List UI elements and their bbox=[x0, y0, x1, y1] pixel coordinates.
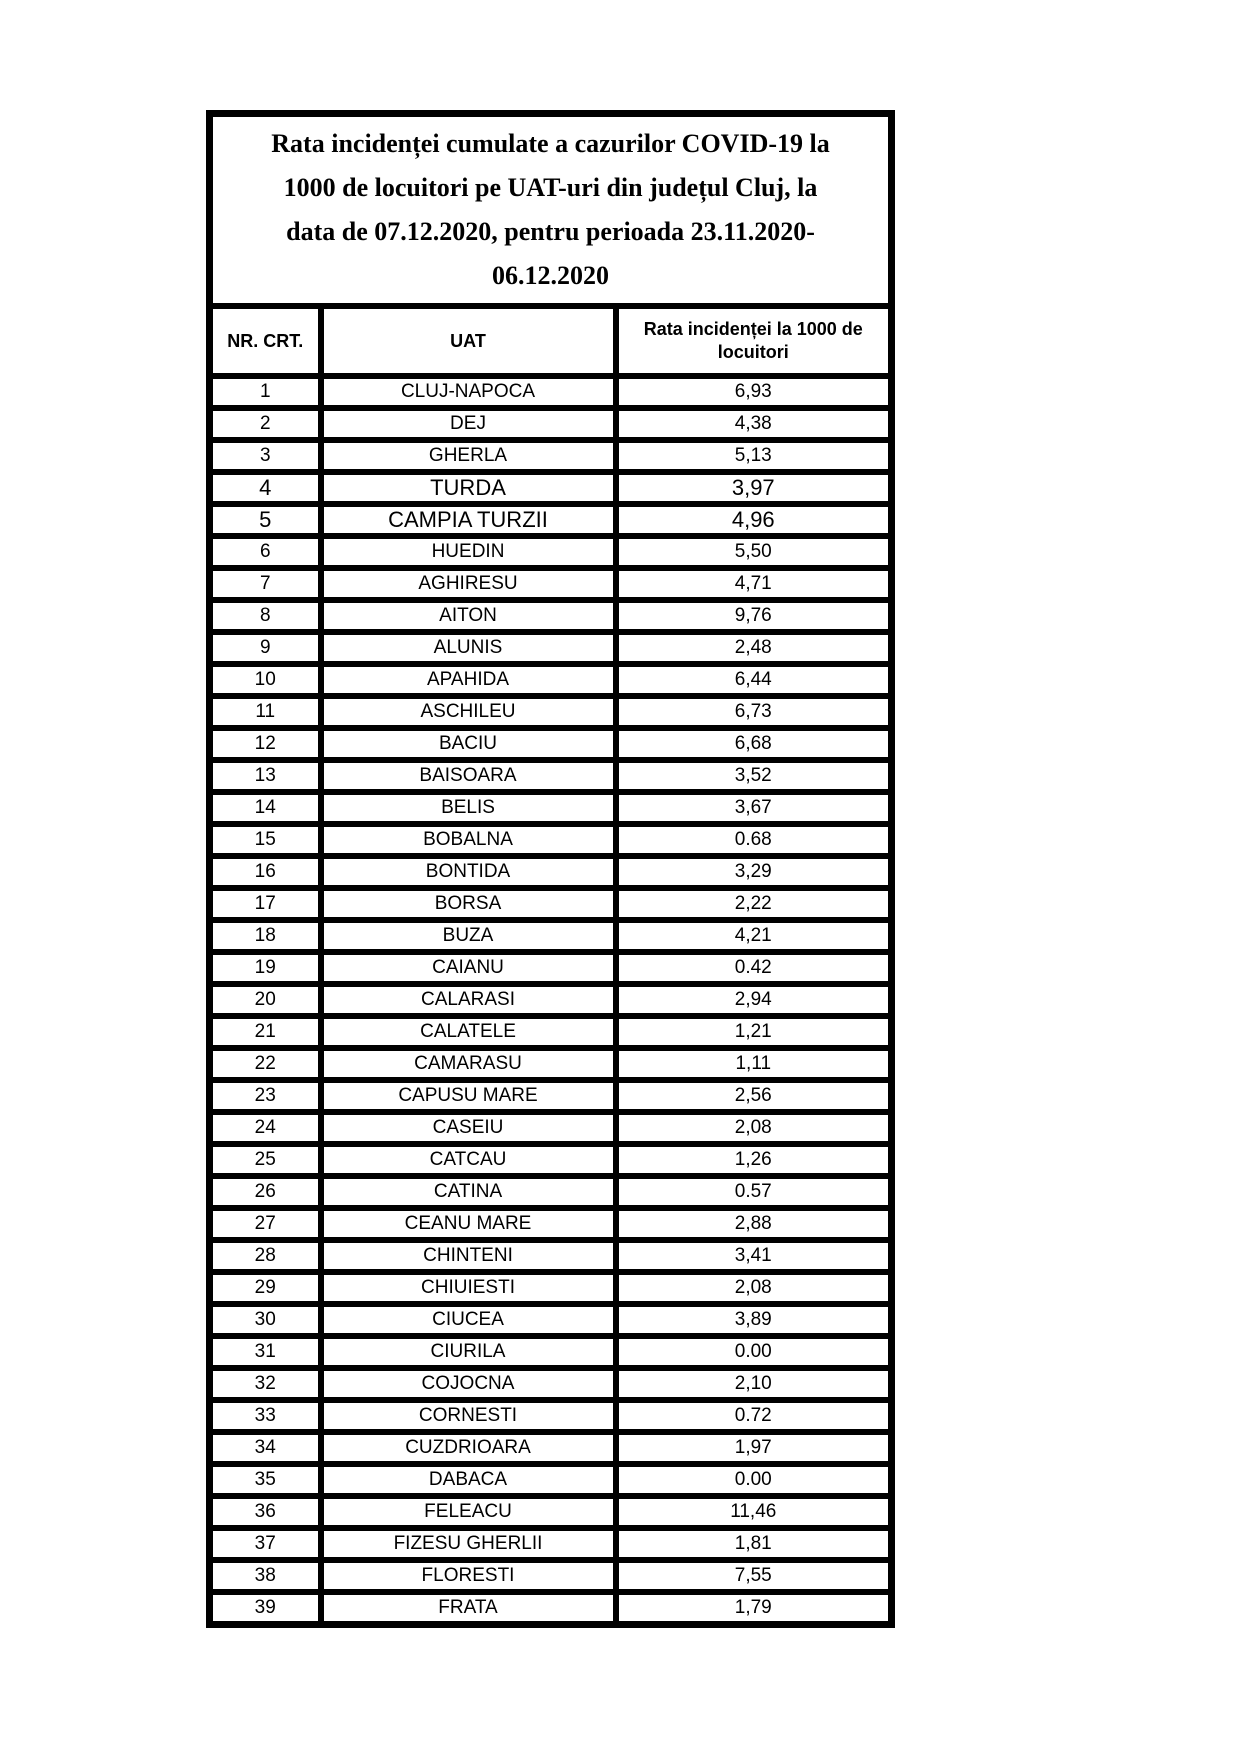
cell-nr-crt: 38 bbox=[210, 1560, 321, 1592]
cell-nr-crt: 16 bbox=[210, 856, 321, 888]
cell-uat: DABACA bbox=[321, 1464, 616, 1496]
cell-rata: 3,41 bbox=[616, 1240, 892, 1272]
cell-rata: 0.42 bbox=[616, 952, 892, 984]
cell-uat: CLUJ-NAPOCA bbox=[321, 376, 616, 408]
table-row bbox=[210, 1560, 892, 1592]
cell-nr-crt: 35 bbox=[210, 1464, 321, 1496]
table-row bbox=[210, 792, 892, 824]
cell-rata: 3,52 bbox=[616, 760, 892, 792]
cell-rata: 7,55 bbox=[616, 1560, 892, 1592]
cell-uat: COJOCNA bbox=[321, 1368, 616, 1400]
cell-nr-crt: 10 bbox=[210, 664, 321, 696]
cell-nr-crt: 32 bbox=[210, 1368, 321, 1400]
cell-uat: CALARASI bbox=[321, 984, 616, 1016]
cell-nr-crt: 39 bbox=[210, 1592, 321, 1625]
table-row bbox=[210, 1016, 892, 1048]
cell-uat: FRATA bbox=[321, 1592, 616, 1625]
table-row bbox=[210, 888, 892, 920]
cell-rata: 5,13 bbox=[616, 440, 892, 472]
cell-nr-crt: 5 bbox=[210, 504, 321, 536]
cell-rata: 0.72 bbox=[616, 1400, 892, 1432]
cell-uat: BORSA bbox=[321, 888, 616, 920]
cell-nr-crt: 17 bbox=[210, 888, 321, 920]
cell-nr-crt: 29 bbox=[210, 1272, 321, 1304]
table-row bbox=[210, 1432, 892, 1464]
cell-nr-crt: 22 bbox=[210, 1048, 321, 1080]
cell-uat: CHIUIESTI bbox=[321, 1272, 616, 1304]
cell-uat: CIUCEA bbox=[321, 1304, 616, 1336]
cell-nr-crt: 20 bbox=[210, 984, 321, 1016]
cell-rata: 0.00 bbox=[616, 1464, 892, 1496]
table-row bbox=[210, 1592, 892, 1625]
column-header-rata-label: Rata incidenței la 1000 de locuitori bbox=[643, 319, 863, 362]
cell-rata: 3,29 bbox=[616, 856, 892, 888]
cell-nr-crt: 13 bbox=[210, 760, 321, 792]
table-row bbox=[210, 408, 892, 440]
table-row bbox=[210, 472, 892, 504]
cell-nr-crt: 34 bbox=[210, 1432, 321, 1464]
table-row bbox=[210, 696, 892, 728]
cell-uat: GHERLA bbox=[321, 440, 616, 472]
cell-rata: 3,67 bbox=[616, 792, 892, 824]
table-row bbox=[210, 1304, 892, 1336]
cell-uat: TURDA bbox=[321, 472, 616, 504]
table-row bbox=[210, 856, 892, 888]
table-row bbox=[210, 1496, 892, 1528]
cell-nr-crt: 21 bbox=[210, 1016, 321, 1048]
cell-rata: 4,96 bbox=[616, 504, 892, 536]
cell-rata: 3,97 bbox=[616, 472, 892, 504]
cell-rata: 2,56 bbox=[616, 1080, 892, 1112]
cell-rata: 4,21 bbox=[616, 920, 892, 952]
cell-nr-crt: 28 bbox=[210, 1240, 321, 1272]
cell-rata: 11,46 bbox=[616, 1496, 892, 1528]
cell-uat: CAMARASU bbox=[321, 1048, 616, 1080]
column-header-uat: UAT bbox=[321, 306, 616, 376]
table-row bbox=[210, 504, 892, 536]
cell-rata: 2,88 bbox=[616, 1208, 892, 1240]
incidence-table-body bbox=[210, 114, 892, 1625]
table-row bbox=[210, 568, 892, 600]
cell-rata: 1,11 bbox=[616, 1048, 892, 1080]
table-row bbox=[210, 1464, 892, 1496]
table-row bbox=[210, 1176, 892, 1208]
cell-nr-crt: 19 bbox=[210, 952, 321, 984]
cell-rata: 9,76 bbox=[616, 600, 892, 632]
cell-rata: 1,79 bbox=[616, 1592, 892, 1625]
title-row bbox=[210, 114, 892, 307]
cell-nr-crt: 11 bbox=[210, 696, 321, 728]
title-line-3: data de 07.12.2020, pentru perioada 23.11.2020- bbox=[286, 217, 815, 246]
cell-uat: CATINA bbox=[321, 1176, 616, 1208]
table-row bbox=[210, 1144, 892, 1176]
cell-nr-crt: 25 bbox=[210, 1144, 321, 1176]
cell-uat: BONTIDA bbox=[321, 856, 616, 888]
cell-rata: 6,93 bbox=[616, 376, 892, 408]
cell-uat: CIURILA bbox=[321, 1336, 616, 1368]
table-row bbox=[210, 1336, 892, 1368]
table-row bbox=[210, 1208, 892, 1240]
cell-rata: 1,21 bbox=[616, 1016, 892, 1048]
cell-uat: BAISOARA bbox=[321, 760, 616, 792]
document-title bbox=[210, 114, 892, 307]
cell-nr-crt: 8 bbox=[210, 600, 321, 632]
cell-rata: 3,89 bbox=[616, 1304, 892, 1336]
table-row bbox=[210, 1112, 892, 1144]
table-row bbox=[210, 952, 892, 984]
cell-rata: 2,94 bbox=[616, 984, 892, 1016]
cell-nr-crt: 27 bbox=[210, 1208, 321, 1240]
incidence-table bbox=[206, 110, 895, 1628]
cell-uat: CATCAU bbox=[321, 1144, 616, 1176]
cell-rata: 2,08 bbox=[616, 1272, 892, 1304]
table-row bbox=[210, 1240, 892, 1272]
cell-rata: 1,81 bbox=[616, 1528, 892, 1560]
cell-uat: BACIU bbox=[321, 728, 616, 760]
cell-nr-crt: 37 bbox=[210, 1528, 321, 1560]
table-row bbox=[210, 1528, 892, 1560]
cell-uat: APAHIDA bbox=[321, 664, 616, 696]
table-row bbox=[210, 728, 892, 760]
cell-rata: 1,97 bbox=[616, 1432, 892, 1464]
cell-nr-crt: 9 bbox=[210, 632, 321, 664]
table-row bbox=[210, 632, 892, 664]
cell-nr-crt: 12 bbox=[210, 728, 321, 760]
cell-rata: 4,71 bbox=[616, 568, 892, 600]
cell-uat: FELEACU bbox=[321, 1496, 616, 1528]
cell-uat: CAPUSU MARE bbox=[321, 1080, 616, 1112]
cell-uat: ASCHILEU bbox=[321, 696, 616, 728]
table-row bbox=[210, 984, 892, 1016]
cell-nr-crt: 23 bbox=[210, 1080, 321, 1112]
table-row bbox=[210, 1048, 892, 1080]
column-header-rata bbox=[616, 306, 892, 376]
cell-nr-crt: 4 bbox=[210, 472, 321, 504]
cell-nr-crt: 3 bbox=[210, 440, 321, 472]
cell-nr-crt: 14 bbox=[210, 792, 321, 824]
cell-rata: 4,38 bbox=[616, 408, 892, 440]
cell-uat: CUZDRIOARA bbox=[321, 1432, 616, 1464]
cell-nr-crt: 33 bbox=[210, 1400, 321, 1432]
cell-uat: FIZESU GHERLII bbox=[321, 1528, 616, 1560]
cell-uat: CALATELE bbox=[321, 1016, 616, 1048]
document-page bbox=[206, 110, 888, 1628]
table-row bbox=[210, 1368, 892, 1400]
table-row bbox=[210, 664, 892, 696]
cell-nr-crt: 2 bbox=[210, 408, 321, 440]
table-header-row bbox=[210, 306, 892, 376]
cell-uat: DEJ bbox=[321, 408, 616, 440]
cell-nr-crt: 1 bbox=[210, 376, 321, 408]
cell-nr-crt: 36 bbox=[210, 1496, 321, 1528]
cell-rata: 1,26 bbox=[616, 1144, 892, 1176]
column-header-nr-crt: NR. CRT. bbox=[210, 306, 321, 376]
cell-rata: 2,48 bbox=[616, 632, 892, 664]
table-row bbox=[210, 440, 892, 472]
cell-nr-crt: 24 bbox=[210, 1112, 321, 1144]
cell-uat: BOBALNA bbox=[321, 824, 616, 856]
cell-uat: ALUNIS bbox=[321, 632, 616, 664]
cell-uat: CAMPIA TURZII bbox=[321, 504, 616, 536]
cell-nr-crt: 31 bbox=[210, 1336, 321, 1368]
cell-nr-crt: 6 bbox=[210, 536, 321, 568]
cell-rata: 6,44 bbox=[616, 664, 892, 696]
cell-nr-crt: 26 bbox=[210, 1176, 321, 1208]
cell-uat: FLORESTI bbox=[321, 1560, 616, 1592]
table-row bbox=[210, 600, 892, 632]
cell-rata: 2,22 bbox=[616, 888, 892, 920]
cell-rata: 0.68 bbox=[616, 824, 892, 856]
cell-rata: 6,68 bbox=[616, 728, 892, 760]
cell-uat: AGHIRESU bbox=[321, 568, 616, 600]
cell-nr-crt: 30 bbox=[210, 1304, 321, 1336]
cell-rata: 2,10 bbox=[616, 1368, 892, 1400]
cell-uat: CHINTENI bbox=[321, 1240, 616, 1272]
table-row bbox=[210, 1272, 892, 1304]
cell-rata: 0.57 bbox=[616, 1176, 892, 1208]
cell-nr-crt: 18 bbox=[210, 920, 321, 952]
table-row bbox=[210, 376, 892, 408]
cell-nr-crt: 7 bbox=[210, 568, 321, 600]
table-row bbox=[210, 1080, 892, 1112]
cell-rata: 6,73 bbox=[616, 696, 892, 728]
cell-uat: AITON bbox=[321, 600, 616, 632]
cell-uat: CEANU MARE bbox=[321, 1208, 616, 1240]
cell-uat: HUEDIN bbox=[321, 536, 616, 568]
title-line-1: Rata incidenței cumulate a cazurilor COVID-19 la bbox=[271, 129, 830, 158]
cell-uat: BELIS bbox=[321, 792, 616, 824]
cell-rata: 2,08 bbox=[616, 1112, 892, 1144]
table-row bbox=[210, 536, 892, 568]
cell-uat: CAIANU bbox=[321, 952, 616, 984]
cell-rata: 5,50 bbox=[616, 536, 892, 568]
cell-uat: BUZA bbox=[321, 920, 616, 952]
cell-nr-crt: 15 bbox=[210, 824, 321, 856]
title-line-2: 1000 de locuitori pe UAT-uri din județul Cluj, la bbox=[283, 173, 818, 202]
cell-uat: CASEIU bbox=[321, 1112, 616, 1144]
table-row bbox=[210, 824, 892, 856]
cell-uat: CORNESTI bbox=[321, 1400, 616, 1432]
title-line-4: 06.12.2020 bbox=[492, 261, 610, 290]
table-row bbox=[210, 920, 892, 952]
table-row bbox=[210, 760, 892, 792]
table-row bbox=[210, 1400, 892, 1432]
cell-rata: 0.00 bbox=[616, 1336, 892, 1368]
